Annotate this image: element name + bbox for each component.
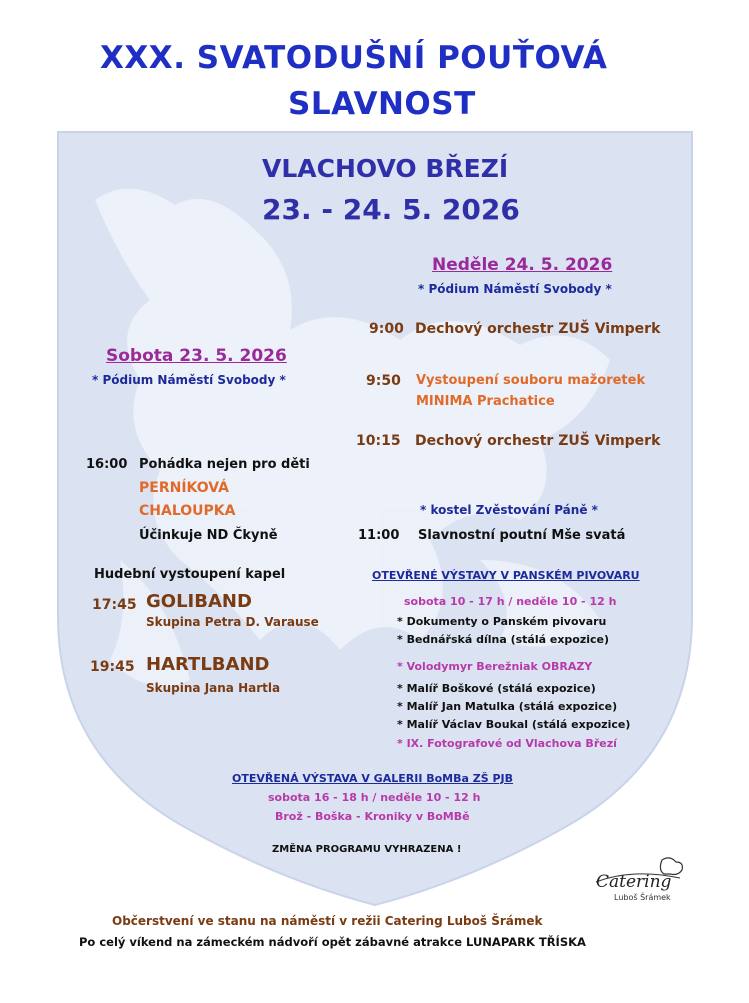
saturday-event-1: Pohádka nejen pro děti — [139, 457, 310, 472]
sunday-event-2-line1: Vystoupení souboru mažoretek — [416, 373, 646, 388]
sunday-time-1: 9:00 — [369, 321, 404, 337]
footer-catering-line: Občerstvení ve stanu na náměstí v režii Catering Luboš Šrámek — [112, 914, 543, 928]
catering-logo — [592, 856, 687, 906]
band-2-time: 19:45 — [90, 659, 135, 675]
exhibition-item-3: * Volodymyr Berežniak OBRAZY — [397, 660, 593, 673]
event-title-line2: SLAVNOST — [288, 86, 476, 122]
exhibition-item-5: * Malíř Jan Matulka (stálá expozice) — [397, 700, 618, 713]
event-title-line1: XXX. SVATODUŠNÍ POUŤOVÁ — [100, 40, 608, 76]
gallery-hours: sobota 16 - 18 h / neděle 10 - 12 h — [268, 791, 481, 804]
show-title-line2: CHALOUPKA — [139, 503, 236, 519]
gallery-heading: OTEVŘENÁ VÝSTAVA V GALERII BoMBa ZŠ PJB — [232, 772, 514, 785]
band-2-detail: Skupina Jana Hartla — [146, 681, 281, 695]
show-title-line1: PERNÍKOVÁ — [139, 480, 229, 496]
place-name: VLACHOVO BŘEZÍ — [262, 154, 509, 183]
saturday-venue: * Pódium Náměstí Svobody * — [92, 373, 286, 387]
sunday-venue: * Pódium Náměstí Svobody * — [418, 282, 612, 296]
exhibition-item-2: * Bednářská dílna (stálá expozice) — [397, 633, 610, 646]
exhibition-item-1: * Dokumenty o Panském pivovaru — [397, 615, 607, 628]
gallery-line: Brož - Boška - Kroniky v BoMBě — [275, 810, 470, 823]
saturday-heading: Sobota 23. 5. 2026 — [106, 346, 287, 366]
exhibition-item-6: * Malíř Václav Boukal (stálá expozice) — [397, 718, 631, 731]
exhibition-item-7: * IX. Fotografové od Vlachova Březí — [397, 737, 617, 750]
band-1-time: 17:45 — [92, 597, 137, 613]
church-venue: * kostel Zvěstování Páně * — [420, 503, 598, 517]
sunday-event-3: Dechový orchestr ZUŠ Vimperk — [415, 433, 661, 449]
exhibition-item-4: * Malíř Boškové (stálá expozice) — [397, 682, 596, 695]
saturday-time-1: 16:00 — [86, 457, 128, 472]
sunday-event-4: Slavnostní poutní Mše svatá — [418, 528, 626, 543]
bands-heading: Hudební vystoupení kapel — [94, 567, 286, 582]
footer-lunapark-line: Po celý víkend na zámeckém nádvoří opět zábavné atrakce LUNAPARK TŘÍSKA — [79, 935, 586, 949]
sunday-time-3: 10:15 — [356, 433, 401, 449]
sunday-heading: Neděle 24. 5. 2026 — [432, 255, 613, 275]
sunday-time-4: 11:00 — [358, 528, 400, 543]
band-1-name: GOLIBAND — [146, 591, 252, 612]
band-2-name: HARTLBAND — [146, 654, 270, 675]
show-performer: Účinkuje ND Čkyně — [139, 528, 278, 543]
catering-logo-brand: Catering — [596, 872, 672, 892]
sunday-time-2: 9:50 — [366, 373, 401, 389]
exhibitions-hours: sobota 10 - 17 h / neděle 10 - 12 h — [404, 595, 617, 608]
program-change-notice: ZMĚNA PROGRAMU VYHRAZENA ! — [272, 844, 462, 855]
catering-logo-name: Luboš Šrámek — [614, 893, 671, 902]
exhibitions-heading: OTEVŘENÉ VÝSTAVY V PANSKÉM PIVOVARU — [372, 569, 640, 582]
sunday-event-1: Dechový orchestr ZUŠ Vimperk — [415, 321, 661, 337]
event-dates: 23. - 24. 5. 2026 — [262, 193, 520, 226]
sunday-event-2-line2: MINIMA Prachatice — [416, 394, 555, 409]
band-1-detail: Skupina Petra D. Varause — [146, 615, 319, 629]
